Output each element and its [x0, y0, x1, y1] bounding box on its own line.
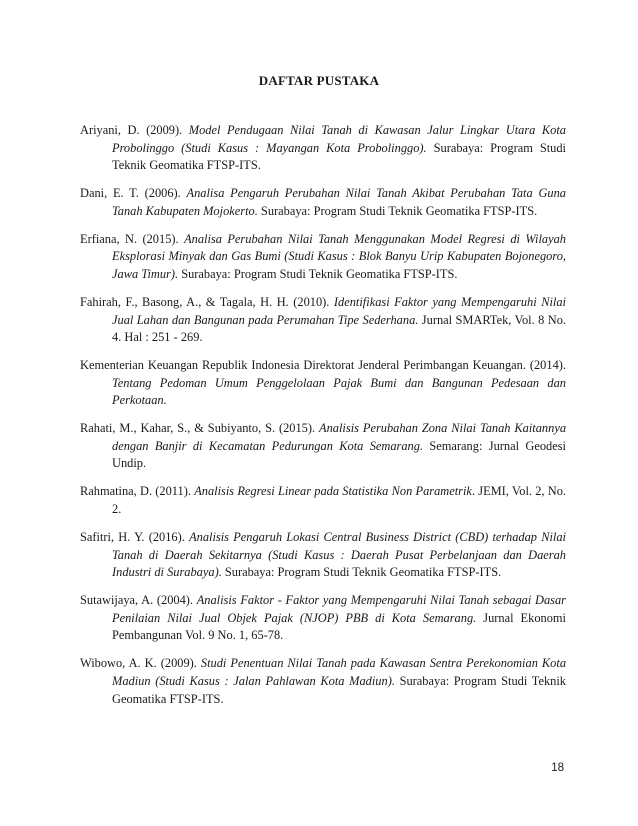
reference-publisher: . JEMI, Vol. 2, No. 2. — [112, 484, 566, 517]
reference-author: Safitri, H. Y. (2016). — [80, 530, 190, 545]
reference-list — [80, 122, 566, 719]
reference-item — [80, 655, 566, 708]
reference-title: Analisis Pengaruh Lokasi Central Business District (CBD) terhadap Nilai Tanah di Daerah Sekitarnya (Studi Kasus : Daerah Pusat Perbelanjaan dan Daerah Industri di Surabaya). — [112, 530, 566, 580]
reference-item — [80, 185, 566, 220]
reference-item — [80, 483, 566, 518]
reference-author: Sutawijaya, A. (2004). — [80, 593, 197, 608]
reference-title: Analisa Perubahan Nilai Tanah Menggunakan Model Regresi di Wilayah Eksplorasi Minyak dan Gas Bumi (Studi Kasus : Blok Banyu Urip Kabupaten Bojonegoro, Jawa Timur). — [112, 231, 566, 281]
reference-item — [80, 420, 566, 473]
reference-item — [80, 294, 566, 347]
reference-title: Studi Penentuan Nilai Tanah pada Kawasan Sentra Perekonomian Kota Madiun (Studi Kasus : Jalan Pahlawan Kota Madiun). — [112, 656, 567, 688]
reference-item — [80, 122, 566, 175]
reference-title: Tentang Pedoman Umum Penggelolaan Pajak Bumi dan Bangunan Pedesaan dan Perkotaan. — [112, 375, 566, 408]
reference-author: Rahmatina, D. (2011). — [80, 484, 195, 499]
reference-title: Analisa Pengaruh Perubahan Nilai Tanah Akibat Perubahan Tata Guna Tanah Kabupaten Mojokerto. — [112, 186, 566, 218]
reference-publisher: Semarang: Jurnal Geodesi Undip. — [112, 438, 566, 471]
reference-item — [80, 592, 566, 645]
reference-author: Dani, E. T. (2006). — [80, 186, 187, 201]
reference-item — [80, 231, 566, 284]
reference-publisher: Jurnal Ekonomi Pembangunan Vol. 9 No. 1, 65-78. — [112, 610, 566, 643]
reference-title: Identifikasi Faktor yang Mempengaruhi Nilai Jual Lahan dan Bangunan pada Perumahan Tipe Sederhana. — [112, 294, 566, 327]
reference-title: Analisis Regresi Linear pada Statistika Non Parametrik — [194, 484, 472, 499]
reference-author: Rahati, M., Kahar, S., & Subiyanto, S. (2015). — [80, 421, 320, 436]
page-number: 18 — [551, 762, 564, 774]
reference-item — [80, 529, 566, 582]
reference-author: Wibowo, A. K. (2009). — [80, 656, 201, 671]
reference-publisher: Surabaya: Program Studi Teknik Geomatika FTSP-ITS. — [257, 203, 538, 218]
reference-publisher: Surabaya: Program Studi Teknik Geomatika FTSP-ITS. — [221, 565, 502, 580]
reference-title: Analisis Faktor - Faktor yang Mempengaruhi Nilai Tanah sebagai Dasar Penilaian Nilai Jual Objek Pajak (NJOP) PBB di Kota Semarang. — [112, 593, 566, 625]
reference-author: Ariyani, D. (2009). — [80, 123, 189, 137]
reference-title: Model Pendugaan Nilai Tanah di Kawasan Jalur Lingkar Utara Kota Probolinggo (Studi Kasus : Mayangan Kota Probolinggo). — [112, 123, 566, 155]
reference-author: Erfiana, N. (2015). — [80, 231, 185, 246]
reference-publisher: Surabaya: Program Studi Teknik Geomatika FTSP-ITS. — [112, 140, 566, 173]
reference-publisher: Surabaya: Program Studi Teknik Geomatika FTSP-ITS. — [112, 673, 566, 706]
reference-author: Kementerian Keuangan Republik Indonesia Direktorat Jenderal Perimbangan Keuangan. (2014). — [80, 358, 566, 373]
reference-title: Analisis Perubahan Zona Nilai Tanah Kaitannya dengan Banjir di Kecamatan Pedurungan Kota Semarang. — [112, 421, 567, 453]
reference-publisher: Surabaya: Program Studi Teknik Geomatika FTSP-ITS. — [178, 266, 458, 281]
page-title: DAFTAR PUSTAKA — [258, 73, 380, 88]
reference-item — [80, 357, 566, 410]
reference-publisher: Jurnal SMARTek, Vol. 8 No. 4. Hal : 251 - 269. — [112, 312, 566, 345]
reference-author: Fahirah, F., Basong, A., & Tagala, H. H. (2010). — [80, 294, 334, 309]
